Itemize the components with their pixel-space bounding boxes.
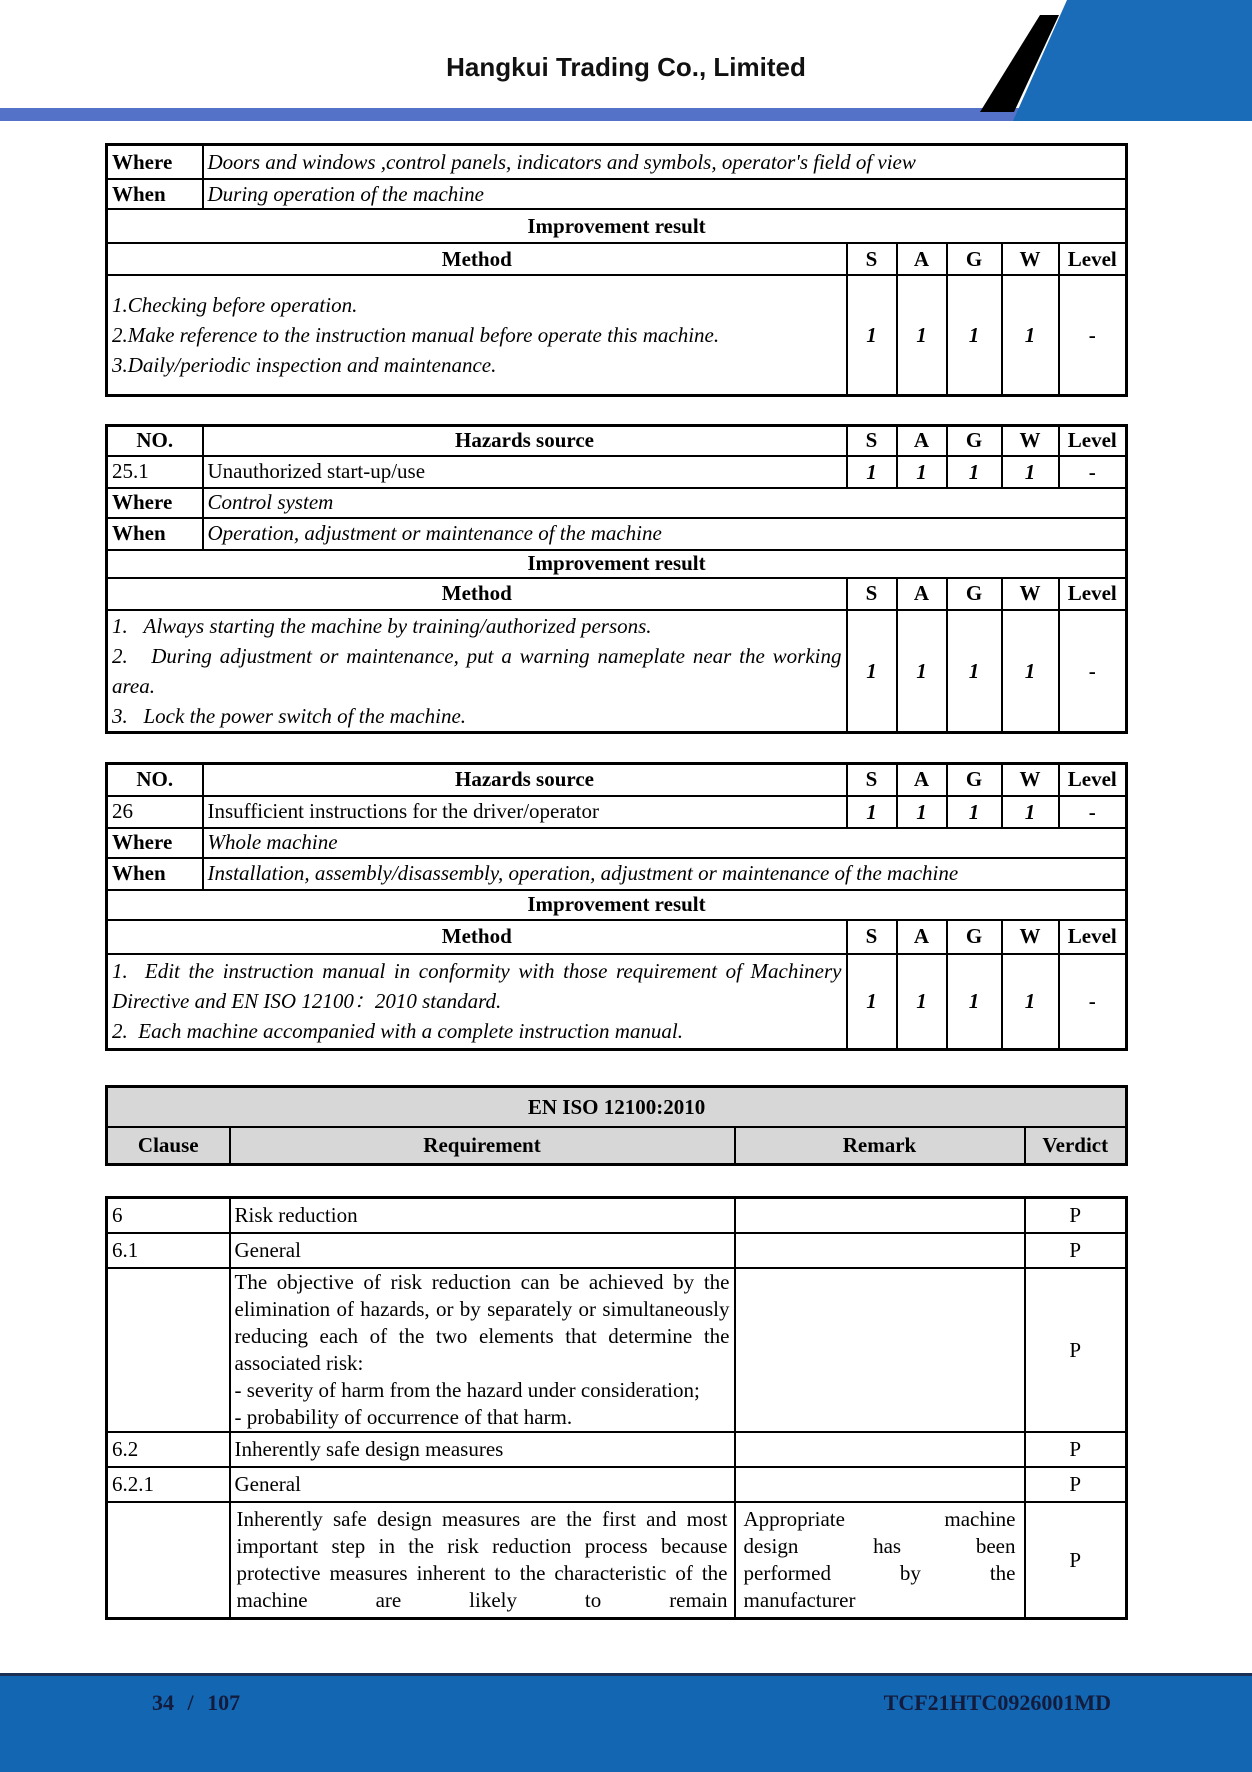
score-g: 1 (947, 796, 1002, 828)
improvement-result-header: Improvement result (107, 209, 1127, 243)
footer-content (0, 1676, 1252, 1716)
hazard-table-continued (105, 143, 1128, 397)
col-s: S (847, 578, 897, 610)
clause-cell: 6.2 (107, 1432, 230, 1467)
requirement-cell: Inherently safe design measures (230, 1432, 735, 1467)
when-label: When (107, 518, 203, 550)
score-level: - (1059, 456, 1127, 488)
requirement-cell: General (230, 1233, 735, 1268)
clause-cell (107, 1268, 230, 1432)
requirement-cell: General (230, 1467, 735, 1502)
col-s: S (847, 763, 897, 796)
remark-line: performed by the (743, 1561, 1016, 1585)
verdict-cell: P (1025, 1467, 1127, 1502)
col-level: Level (1059, 763, 1127, 796)
col-g: G (947, 763, 1002, 796)
when-value: Operation, adjustment or maintenance of the machine (203, 518, 1127, 550)
score-a: 1 (897, 275, 947, 395)
method-line: 2.Make reference to the instruction manual before operate this machine. (112, 322, 720, 347)
score-g: 1 (947, 610, 1002, 733)
method-line: 2. During adjustment or maintenance, put a warning nameplate near the working area. (112, 643, 842, 698)
clause-cell: 6.1 (107, 1233, 230, 1268)
col-s: S (847, 243, 897, 275)
where-value: Control system (203, 488, 1127, 518)
score-level: - (1059, 275, 1127, 395)
when-value: During operation of the machine (203, 179, 1127, 209)
score-s: 1 (847, 610, 897, 733)
score-g: 1 (947, 456, 1002, 488)
score-w: 1 (1002, 610, 1059, 733)
col-g: G (947, 578, 1002, 610)
remark-cell (735, 1233, 1025, 1268)
remark-line: manufacturer (743, 1588, 856, 1612)
method-line: 2. Each machine accompanied with a complete instruction manual. (112, 1019, 683, 1044)
remark-line: design has been (743, 1534, 1016, 1558)
verdict-cell: P (1025, 1198, 1127, 1234)
remark-cell (735, 1198, 1025, 1234)
col-a: A (897, 243, 947, 275)
requirement-text: Inherently safe design measures are the first and most important step in the risk reduction process because protective measures inherent to the characteristic of the machine are likely to remain (236, 1507, 728, 1612)
score-g: 1 (947, 275, 1002, 395)
where-label: Where (107, 145, 203, 180)
corner-decoration (932, 0, 1252, 122)
hazards-source-label: Hazards source (203, 763, 847, 796)
col-level: Level (1059, 425, 1127, 456)
hazard-table-25-1 (105, 424, 1128, 734)
col-w: W (1002, 920, 1059, 954)
col-a: A (897, 920, 947, 954)
no-label: NO. (107, 763, 203, 796)
page-header (0, 0, 1252, 120)
table-row (107, 1502, 1127, 1619)
hazards-source-label: Hazards source (203, 425, 847, 456)
no-label: NO. (107, 425, 203, 456)
score-s: 1 (847, 954, 897, 1050)
verdict-cell: P (1025, 1502, 1127, 1619)
col-s: S (847, 425, 897, 456)
score-level: - (1059, 796, 1127, 828)
hazard-no: 25.1 (107, 456, 203, 488)
requirement-cell (230, 1502, 735, 1619)
where-label: Where (107, 828, 203, 858)
method-line: 3.Daily/periodic inspection and maintenance. (112, 352, 497, 377)
score-s: 1 (847, 275, 897, 395)
method-header: Method (107, 243, 847, 275)
improvement-result-header: Improvement result (107, 890, 1127, 920)
requirement-line: - severity of harm from the hazard under consideration; (234, 1378, 700, 1402)
score-s: 1 (847, 796, 897, 828)
score-a: 1 (897, 796, 947, 828)
score-g: 1 (947, 954, 1002, 1050)
clause-cell: 6.2.1 (107, 1467, 230, 1502)
col-w: W (1002, 243, 1059, 275)
score-level: - (1059, 954, 1127, 1050)
col-g: G (947, 243, 1002, 275)
company-title: Hangkui Trading Co., Limited (446, 52, 806, 82)
requirement-cell (230, 1268, 735, 1432)
table-row (107, 1233, 1127, 1268)
remark-cell (735, 1432, 1025, 1467)
remark-cell (735, 1467, 1025, 1502)
when-label: When (107, 858, 203, 890)
hazard-table-26 (105, 762, 1128, 1052)
table-row (107, 1432, 1127, 1467)
iso-clause-table (105, 1196, 1128, 1620)
col-a: A (897, 578, 947, 610)
method-line: 1. Always starting the machine by training/authorized persons. (112, 613, 652, 638)
method-line: 1.Checking before operation. (112, 292, 358, 317)
when-label: When (107, 179, 203, 209)
col-g: G (947, 425, 1002, 456)
clause-cell: 6 (107, 1198, 230, 1234)
remark-cell (735, 1502, 1025, 1619)
method-line: 3. Lock the power switch of the machine. (112, 703, 467, 728)
where-value: Doors and windows ,control panels, indicators and symbols, operator's field of view (203, 145, 1127, 180)
method-cell (107, 610, 847, 733)
method-cell (107, 954, 847, 1050)
document-code: TCF21HTC0926001MD (883, 1690, 1111, 1715)
method-cell (107, 275, 847, 395)
when-value: Installation, assembly/disassembly, operation, adjustment or maintenance of the machine (203, 858, 1127, 890)
score-w: 1 (1002, 456, 1059, 488)
score-w: 1 (1002, 796, 1059, 828)
score-level: - (1059, 610, 1127, 733)
verdict-cell: P (1025, 1233, 1127, 1268)
improvement-result-header: Improvement result (107, 550, 1127, 578)
clause-cell (107, 1502, 230, 1619)
col-a: A (897, 763, 947, 796)
score-a: 1 (897, 456, 947, 488)
page-number: 34 / 107 (152, 1690, 241, 1715)
col-w: W (1002, 425, 1059, 456)
requirement-line: The objective of risk reduction can be achieved by the elimination of hazards, or by separately or simultaneously reducing each of the two elements that determine the associated risk: (234, 1270, 730, 1375)
remark-cell (735, 1268, 1025, 1432)
requirement-line: - probability of occurrence of that harm. (234, 1405, 573, 1429)
method-header: Method (107, 578, 847, 610)
table-row (107, 1198, 1127, 1234)
iso-standard-title: EN ISO 12100:2010 (107, 1087, 1127, 1128)
method-line: 1. Edit the instruction manual in conformity with those requirement of Machinery Directive and EN ISO 12100：2010 standard. (112, 959, 842, 1014)
verdict-cell: P (1025, 1268, 1127, 1432)
table-row (107, 1467, 1127, 1502)
requirement-cell: Risk reduction (230, 1198, 735, 1234)
score-w: 1 (1002, 954, 1059, 1050)
col-level: Level (1059, 243, 1127, 275)
remark-line: Appropriate machine (743, 1507, 1016, 1531)
method-header: Method (107, 920, 847, 954)
where-value: Whole machine (203, 828, 1127, 858)
remark-column-header: Remark (735, 1127, 1025, 1165)
iso-standard-header-table (105, 1085, 1128, 1166)
col-level: Level (1059, 920, 1127, 954)
verdict-cell: P (1025, 1432, 1127, 1467)
col-w: W (1002, 763, 1059, 796)
clause-column-header: Clause (107, 1127, 230, 1165)
score-w: 1 (1002, 275, 1059, 395)
col-g: G (947, 920, 1002, 954)
col-a: A (897, 425, 947, 456)
page-footer (0, 1673, 1252, 1772)
score-a: 1 (897, 954, 947, 1050)
where-label: Where (107, 488, 203, 518)
verdict-column-header: Verdict (1025, 1127, 1127, 1165)
score-s: 1 (847, 456, 897, 488)
hazard-source-value: Insufficient instructions for the driver/operator (203, 796, 847, 828)
col-w: W (1002, 578, 1059, 610)
col-level: Level (1059, 578, 1127, 610)
table-row (107, 1268, 1127, 1432)
col-s: S (847, 920, 897, 954)
score-a: 1 (897, 610, 947, 733)
document-content (105, 143, 1125, 1620)
hazard-source-value: Unauthorized start-up/use (203, 456, 847, 488)
requirement-column-header: Requirement (230, 1127, 735, 1165)
hazard-no: 26 (107, 796, 203, 828)
